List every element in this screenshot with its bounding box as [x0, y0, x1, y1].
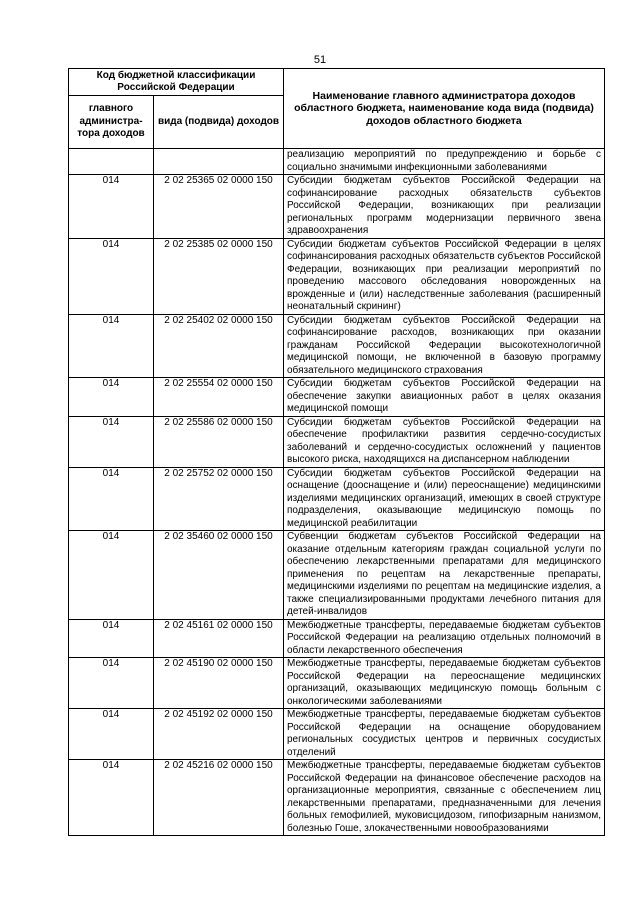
header-col-admin: главного администра-тора доходов — [69, 96, 154, 149]
row-income-name: Межбюджетные трансферты, передаваемые бюджетам субъектов Российской Федерации на реализацию отдельных полномочий в области лекарственного обеспечения — [284, 619, 605, 658]
row-admin-code: 014 — [69, 658, 154, 709]
row-income-code: 2 02 25402 02 0000 150 — [154, 314, 284, 378]
table-header — [69, 69, 605, 149]
row-income-code: 2 02 25365 02 0000 150 — [154, 175, 284, 239]
row-admin-code: 014 — [69, 709, 154, 760]
table-row — [69, 467, 605, 531]
table-row — [69, 531, 605, 620]
table-body — [69, 149, 605, 836]
row-income-name: Межбюджетные трансферты, передаваемые бюджетам субъектов Российской Федерации на оснащение оборудованием региональных сосудистых центров и первичных сосудистых отделений — [284, 709, 605, 760]
row-admin-code: 014 — [69, 531, 154, 620]
budget-classification-table — [68, 68, 605, 836]
row-admin-code: 014 — [69, 619, 154, 658]
table-row — [69, 709, 605, 760]
row-admin-code: 014 — [69, 378, 154, 417]
row-income-name: Субвенции бюджетам субъектов Российской Федерации на оказание отдельным категориям граждан социальной услуги по обеспечению лекарственными препаратами для медицинского применения по рецептам на лекарственные препараты, медицинскими изделиями по рецептам на медицинские изделия, а также специализированными продуктами лечебного питания для детей-инвалидов — [284, 531, 605, 620]
row-income-code: 2 02 45190 02 0000 150 — [154, 658, 284, 709]
table-row — [69, 149, 605, 175]
row-income-code: 2 02 45161 02 0000 150 — [154, 619, 284, 658]
row-income-name: Субсидии бюджетам субъектов Российской Федерации на оснащение (дооснащение и (или) переоснащение) медицинскими изделиями медицинских организаций, имеющих в своей структуре подразделения, оказывающие медицинскую помощь по медицинской реабилитации — [284, 467, 605, 531]
row-admin-code: 014 — [69, 175, 154, 239]
row-income-name: Межбюджетные трансферты, передаваемые бюджетам субъектов Российской Федерации на переоснащение медицинских организаций, оказывающих медицинскую помощь больным с онкологическими заболеваниями — [284, 658, 605, 709]
row-income-name: Субсидии бюджетам субъектов Российской Федерации на софинансирование расходов, возникающих при оказании гражданам Российской Федерации высокотехнологичной медицинской помощи, не включенной в базовую программу обязательного медицинского страхования — [284, 314, 605, 378]
table-row — [69, 760, 605, 836]
row-admin-code: 014 — [69, 467, 154, 531]
row-admin-code — [69, 149, 154, 175]
row-admin-code: 014 — [69, 760, 154, 836]
table-row — [69, 416, 605, 467]
row-income-name: Субсидии бюджетам субъектов Российской Федерации на обеспечение профилактики развития сердечно-сосудистых заболеваний и сердечно-сосудистых осложнений у пациентов высокого риска, находящихся на диспансерном наблюдении — [284, 416, 605, 467]
header-group-title: Код бюджетной классификации Российской Федерации — [69, 69, 284, 96]
header-col-name: Наименование главного администратора доходов областного бюджета, наименование кода вида (подвида) доходов областного бюджета — [284, 69, 605, 149]
table-row — [69, 238, 605, 314]
row-income-code: 2 02 25385 02 0000 150 — [154, 238, 284, 314]
table-row — [69, 619, 605, 658]
row-income-code: 2 02 25752 02 0000 150 — [154, 467, 284, 531]
row-income-name: реализацию мероприятий по предупреждению и борьбе с социально значимыми инфекционными заболеваниями — [284, 149, 605, 175]
row-income-code: 2 02 25586 02 0000 150 — [154, 416, 284, 467]
table-row — [69, 175, 605, 239]
row-income-code: 2 02 45216 02 0000 150 — [154, 760, 284, 836]
row-income-code — [154, 149, 284, 175]
row-income-code: 2 02 35460 02 0000 150 — [154, 531, 284, 620]
row-admin-code: 014 — [69, 314, 154, 378]
header-col-code: вида (подвида) доходов — [154, 96, 284, 149]
row-admin-code: 014 — [69, 416, 154, 467]
row-income-name: Субсидии бюджетам субъектов Российской Федерации на софинансирование расходных обязательств субъектов Российской Федерации, возникающих при реализации региональных программ модернизации первичного звена здравоохранения — [284, 175, 605, 239]
table-row — [69, 658, 605, 709]
page-number: 51 — [313, 54, 327, 66]
row-income-code: 2 02 45192 02 0000 150 — [154, 709, 284, 760]
row-income-name: Субсидии бюджетам субъектов Российской Федерации в целях софинансирования расходных обязательств субъектов Российской Федерации, возникающих при реализации мероприятий по проведению массового обследования новорожденных на врожденные и (или) наследственные заболевания (расширенный неонатальный скрининг) — [284, 238, 605, 314]
table-row — [69, 378, 605, 417]
table-row — [69, 314, 605, 378]
row-income-code: 2 02 25554 02 0000 150 — [154, 378, 284, 417]
row-admin-code: 014 — [69, 238, 154, 314]
row-income-name: Межбюджетные трансферты, передаваемые бюджетам субъектов Российской Федерации на финансовое обеспечение расходов на организационные мероприятия, связанные с обеспечением лиц лекарственными препаратами, предназначенными для лечения больных гемофилией, муковисцидозом, гипофизарным нанизмом, болезнью Гоше, злокачественными новообразованиями — [284, 760, 605, 836]
row-income-name: Субсидии бюджетам субъектов Российской Федерации на обеспечение закупки авиационных работ в целях оказания медицинской помощи — [284, 378, 605, 417]
